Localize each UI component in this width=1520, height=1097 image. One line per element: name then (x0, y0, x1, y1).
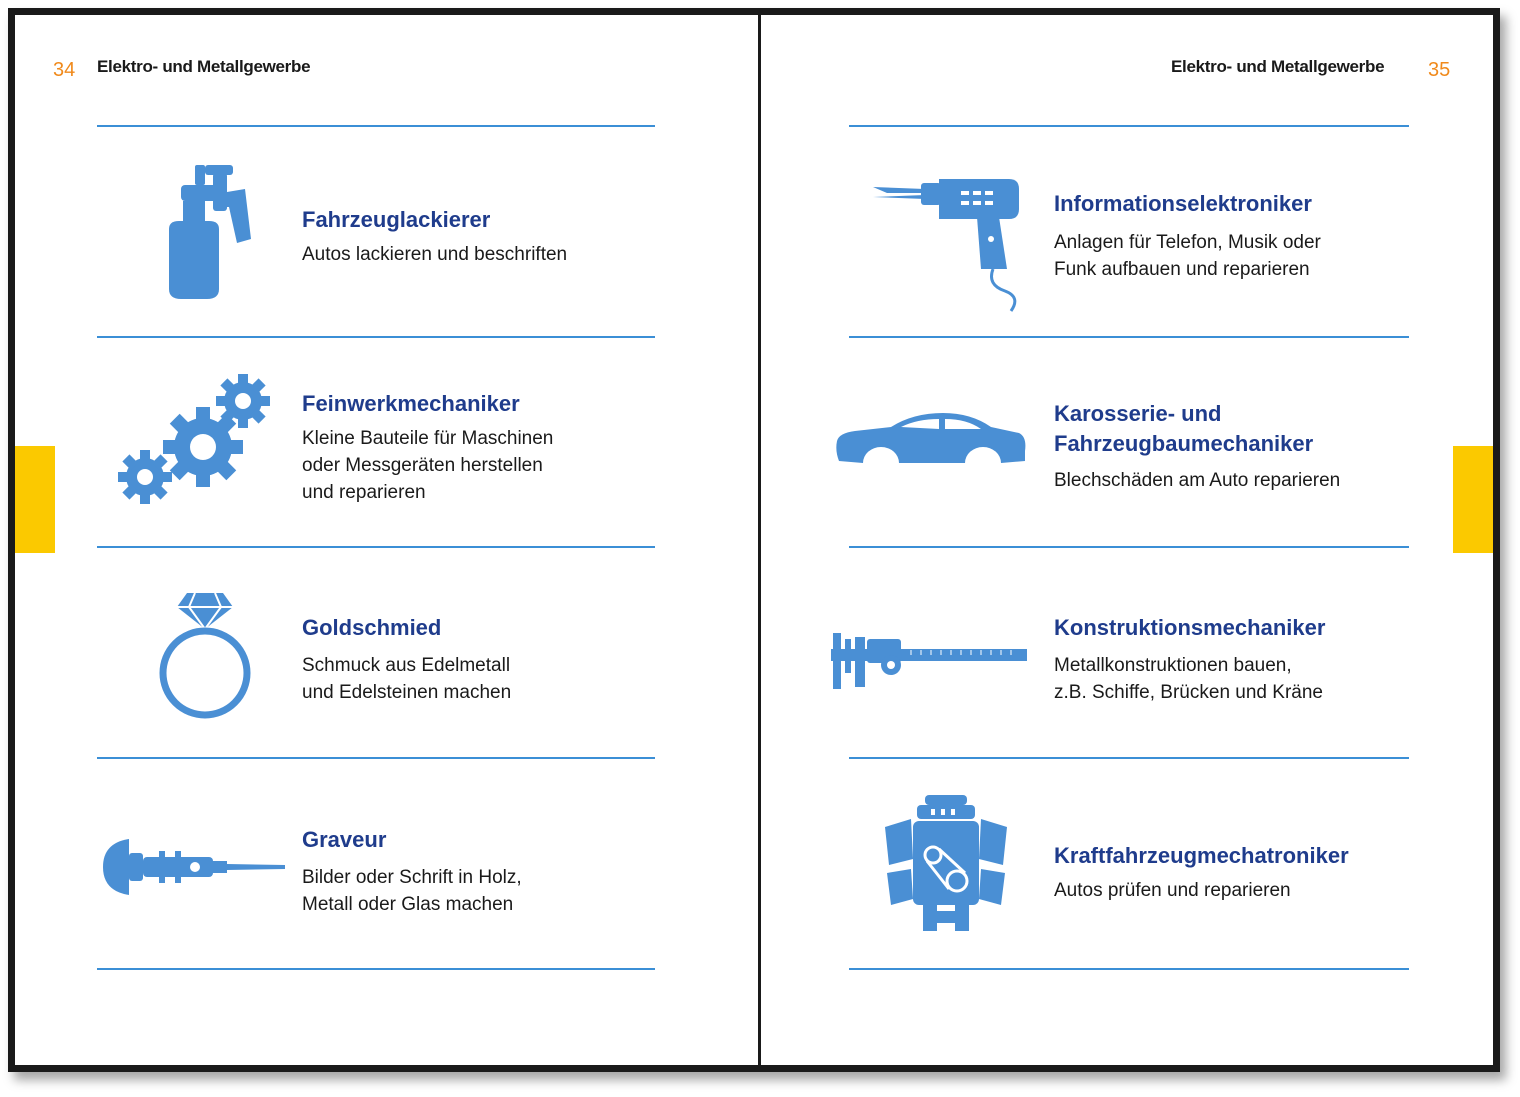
engraving-tool-icon (99, 835, 289, 899)
right-running-head: Elektro- und Metallgewerbe (1171, 57, 1385, 76)
entry-title: Graveur (302, 827, 387, 852)
entry-description: Autos lackieren und beschriften (302, 244, 568, 265)
entry-title: Informationselektroniker (1054, 191, 1312, 216)
entry-title: Fahrzeuglackierer (302, 207, 491, 232)
entry-title: Feinwerkmechaniker (302, 391, 520, 416)
entry-description: Kleine Bauteile für Maschinen oder Messgeräten herstellen und reparieren (302, 428, 554, 503)
entry-description: Autos prüfen und reparieren (1054, 880, 1291, 901)
left-divider (97, 336, 655, 338)
left-divider (97, 125, 655, 127)
entry-description: Blechschäden am Auto reparieren (1054, 470, 1341, 491)
right-divider (849, 336, 1409, 338)
car-body-icon (835, 411, 1029, 475)
entry-title: Goldschmied (302, 615, 442, 640)
left-section-tab (15, 446, 55, 553)
book-spine (758, 15, 761, 1065)
right-section-tab (1453, 446, 1493, 553)
entry-title: Karosserie- und Fahrzeugbaumechaniker (1054, 401, 1314, 456)
spray-gun-icon (155, 163, 255, 303)
entry-description: Bilder oder Schrift in Holz, Metall oder Glas machen (302, 867, 522, 915)
right-divider (849, 125, 1409, 127)
right-divider (849, 968, 1409, 970)
diamond-ring-icon (155, 585, 255, 721)
right-page-number: 35 (1428, 59, 1451, 81)
right-divider (849, 757, 1409, 759)
entry-description: Anlagen für Telefon, Musik oder Funk aufbauen und reparieren (1054, 232, 1321, 280)
gears-icon (115, 371, 275, 507)
soldering-gun-icon (873, 173, 1023, 313)
left-page-number: 34 (53, 59, 76, 81)
entry-description: Schmuck aus Edelmetall und Edelsteinen machen (302, 655, 512, 703)
caliper-icon (831, 629, 1029, 693)
entry-description: Metallkonstruktionen bauen, z.B. Schiffe, Brücken und Kräne (1054, 655, 1323, 703)
left-divider (97, 546, 655, 548)
left-running-head: Elektro- und Metallgewerbe (97, 57, 311, 76)
book-spread (8, 8, 1500, 1072)
left-divider (97, 968, 655, 970)
right-divider (849, 546, 1409, 548)
entry-title: Kraftfahrzeugmechatroniker (1054, 843, 1349, 868)
left-divider (97, 757, 655, 759)
engine-icon (883, 795, 1009, 933)
entry-title: Konstruktionsmechaniker (1054, 615, 1326, 640)
